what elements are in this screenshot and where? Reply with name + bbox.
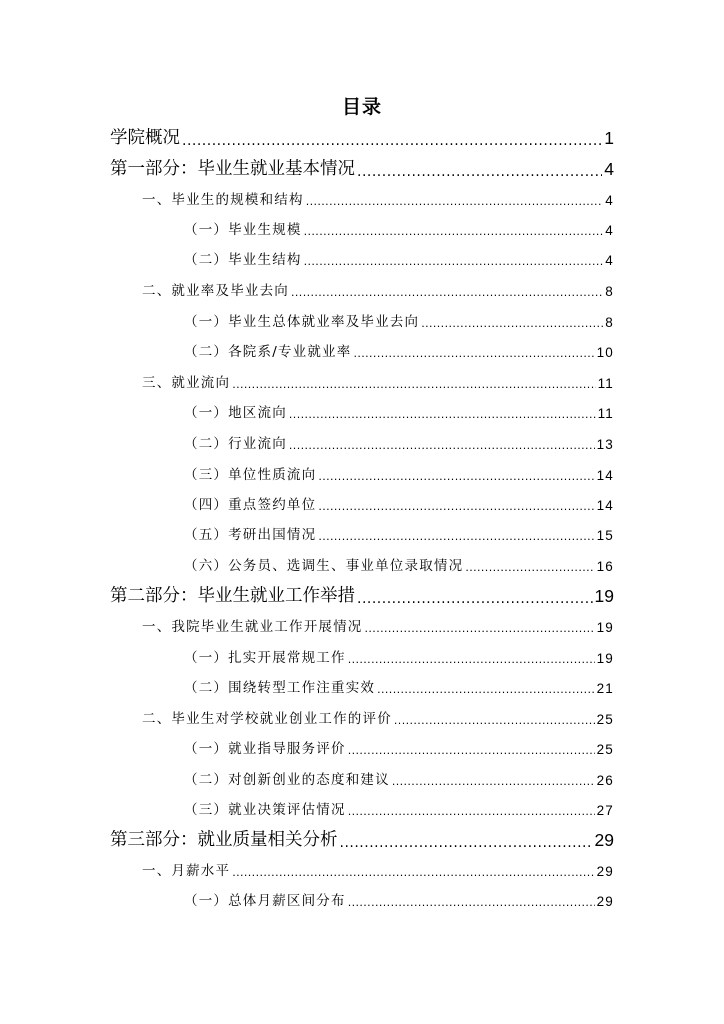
toc-entry-label: （二）对创新创业的态度和建议 — [184, 772, 390, 788]
toc-entry[interactable] — [184, 401, 614, 421]
dot-leader — [377, 683, 594, 696]
toc-entry-label: 一、我院毕业生就业工作开展情况 — [142, 619, 363, 635]
toc-entry[interactable] — [142, 615, 614, 635]
toc-entry[interactable] — [142, 859, 614, 879]
dot-leader — [318, 500, 594, 513]
toc-entry-label: （三）就业决策评估情况 — [184, 802, 346, 818]
dot-leader — [304, 255, 604, 268]
dot-leader — [318, 470, 594, 483]
toc-page-number: 8 — [605, 284, 614, 299]
dot-leader — [348, 896, 595, 909]
dot-leader — [392, 775, 595, 788]
toc-page-number: 4 — [604, 159, 614, 179]
toc-entry[interactable] — [184, 493, 614, 513]
toc-title: 目录 — [341, 96, 382, 118]
toc-entry-label: （一）毕业生规模 — [184, 222, 302, 238]
toc-entry[interactable] — [184, 248, 614, 268]
toc-entry-label: （二）行业流向 — [184, 436, 287, 452]
toc-page-number: 13 — [596, 437, 614, 452]
dot-leader — [348, 744, 595, 757]
toc-entry-label: （四）重点签约单位 — [184, 497, 317, 513]
toc-entry-label: 一、毕业生的规模和结构 — [142, 192, 304, 208]
toc-entry-label: （三）单位性质流向 — [184, 467, 317, 483]
dot-leader — [421, 317, 603, 330]
toc-page-number: 1 — [604, 128, 614, 148]
toc-page-number: 15 — [596, 528, 614, 543]
dot-leader — [291, 286, 603, 299]
toc-page-number: 4 — [605, 193, 614, 208]
toc-entry-label: 二、毕业生对学校就业创业工作的评价 — [142, 711, 392, 727]
toc-page-number: 26 — [596, 773, 614, 788]
toc-entry[interactable] — [184, 523, 614, 543]
toc-entry[interactable] — [184, 768, 614, 788]
toc-entry[interactable] — [184, 889, 614, 909]
toc-entry-label: 一、月薪水平 — [142, 863, 231, 879]
toc-entry[interactable] — [184, 463, 614, 483]
toc-entry[interactable] — [142, 371, 614, 391]
toc-page-number: 14 — [596, 498, 614, 513]
dot-leader — [357, 591, 593, 607]
dot-leader — [232, 378, 595, 391]
toc-page-number: 29 — [594, 830, 614, 850]
dot-leader — [357, 164, 602, 180]
toc-page-number: 8 — [605, 315, 614, 330]
toc-entry[interactable] — [184, 798, 614, 818]
toc-page-number: 14 — [596, 468, 614, 483]
toc-page-number: 25 — [596, 742, 614, 757]
dot-leader — [348, 805, 595, 818]
dot-leader — [394, 714, 595, 727]
toc-entry-label: （五）考研出国情况 — [184, 527, 317, 543]
toc-entry-label: （一）扎实开展常规工作 — [184, 650, 346, 666]
dot-leader — [365, 622, 595, 635]
dot-leader — [182, 133, 602, 149]
toc-page-number: 19 — [596, 651, 614, 666]
toc-entry-label: 第三部分：就业质量相关分析 — [110, 830, 338, 850]
toc-page-number: 19 — [594, 586, 614, 606]
toc-entry[interactable] — [184, 310, 614, 330]
toc-entry[interactable] — [110, 582, 614, 607]
toc-page-number: 11 — [597, 406, 614, 421]
toc-page-number: 25 — [596, 712, 614, 727]
toc-entry[interactable] — [184, 554, 614, 574]
toc-entry-label: （六）公务员、选调生、事业单位录取情况 — [184, 558, 464, 574]
dot-leader — [318, 530, 594, 543]
dot-leader — [340, 835, 593, 851]
toc-entry[interactable] — [110, 155, 614, 180]
dot-leader — [289, 439, 595, 452]
toc-entry-label: （一）毕业生总体就业率及毕业去向 — [184, 314, 420, 330]
toc-entry[interactable] — [184, 432, 614, 452]
toc-entry[interactable] — [184, 676, 614, 696]
toc-entry[interactable] — [184, 340, 614, 360]
toc-entry-label: （二）各院系/专业就业率 — [184, 344, 352, 360]
toc-entry-label: 第二部分：毕业生就业工作举措 — [110, 586, 355, 606]
toc-page-number: 19 — [596, 620, 614, 635]
toc-entry-label: （二）毕业生结构 — [184, 252, 302, 268]
dot-leader — [306, 195, 604, 208]
dot-leader — [304, 225, 604, 238]
toc-page-number: 29 — [596, 864, 614, 879]
toc-entry-label: （一）地区流向 — [184, 405, 287, 421]
toc-entry[interactable] — [184, 646, 614, 666]
toc-entry-label: 三、就业流向 — [142, 375, 231, 391]
toc-page-number: 27 — [596, 803, 614, 818]
toc-entry[interactable] — [184, 737, 614, 757]
toc-entry-label: 第一部分：毕业生就业基本情况 — [110, 159, 355, 179]
dot-leader — [289, 408, 596, 421]
toc-entry[interactable] — [142, 707, 614, 727]
toc-page-number: 4 — [605, 223, 614, 238]
toc-entry-label: （二）围绕转型工作注重实效 — [184, 680, 376, 696]
dot-leader — [232, 866, 594, 879]
dot-leader — [465, 561, 594, 574]
dot-leader — [353, 347, 594, 360]
toc-entry[interactable] — [142, 188, 614, 208]
toc-page-number: 4 — [605, 253, 614, 268]
toc-entry[interactable] — [110, 826, 614, 851]
toc-entry-label: （一）总体月薪区间分布 — [184, 893, 346, 909]
toc-entry-label: 二、就业率及毕业去向 — [142, 283, 289, 299]
toc-page-number: 29 — [596, 894, 614, 909]
toc-page-number: 11 — [597, 376, 614, 391]
toc-entry-label: （一）就业指导服务评价 — [184, 741, 346, 757]
toc-entry[interactable] — [110, 124, 614, 149]
toc-page-number: 10 — [596, 345, 614, 360]
toc-entry[interactable] — [142, 279, 614, 299]
dot-leader — [348, 653, 595, 666]
toc-entry-label: 学院概况 — [110, 128, 180, 148]
toc-entry[interactable] — [184, 218, 614, 238]
toc-page-number: 16 — [596, 559, 614, 574]
toc-page-number: 21 — [596, 681, 614, 696]
